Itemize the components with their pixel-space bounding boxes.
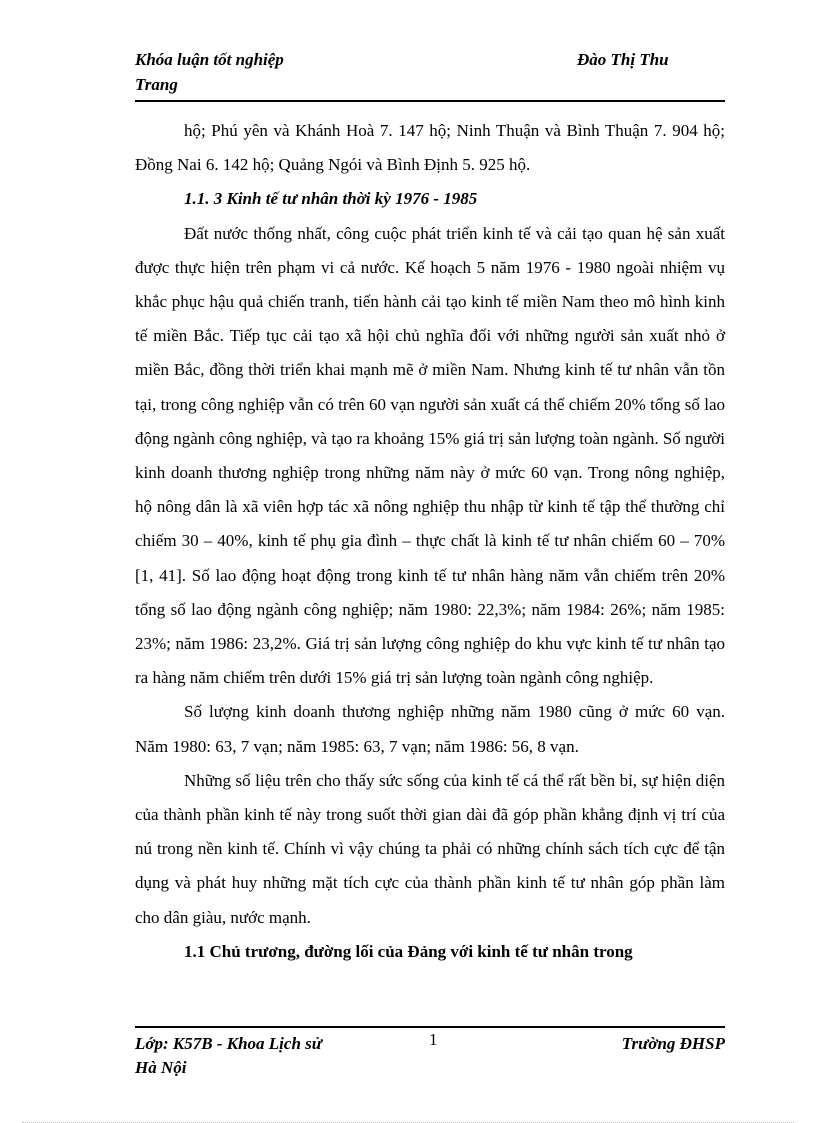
header-author-name: Đào Thị Thu: [577, 50, 669, 69]
header-thesis-label: Khóa luận tốt nghiệp: [135, 50, 284, 69]
paragraph-intro: hộ; Phú yên và Khánh Hoà 7. 147 hộ; Ninh Thuận và Bình Thuận 7. 904 hộ; Đồng Nai 6. 142 hộ; Quảng Ngói và Bình Định 5. 925 hộ.: [135, 121, 725, 175]
section-heading-1-1-3: 1.1. 3 Kinh tế tư nhân thời kỳ 1976 - 1985: [184, 189, 478, 209]
page-footer: [135, 1026, 725, 1080]
paragraph-3: Những số liệu trên cho thấy sức sống của kinh tế cá thể rất bền bỉ, sự hiện diện của thành phần kinh tế này trong suốt thời gian dài đã góp phần khẳng định vị trí của nú trong nền kinh tế. Chính vì vậy chúng ta phải có những chính sách tích cực để tận dụng và phát huy những mặt tích cực của thành phần kinh tế tư nhân góp phần làm cho dân giàu, nước mạnh.: [135, 770, 725, 927]
section-heading-1-1: 1.1 Chủ trương, đường lối của Đảng với kinh tế tư nhân trong: [184, 941, 633, 961]
footer-school-label: Trường ĐHSP: [621, 1034, 725, 1053]
footer-city-label: Hà Nội: [135, 1058, 187, 1077]
footer-class-label: Lớp: K57B - Khoa Lịch sử: [135, 1034, 322, 1053]
document-body: [135, 114, 725, 969]
paragraph-2: Số lượng kinh doanh thương nghiệp những năm 1980 cũng ở mức 60 vạn. Năm 1980: 63, 7 vạn; năm 1985: 63, 7 vạn; năm 1986: 56, 8 vạn.: [135, 702, 725, 756]
page-header: [135, 48, 725, 102]
header-author-name-cont: Trang: [135, 75, 178, 94]
paragraph-1: Đất nước thống nhất, công cuộc phát triển kinh tế và cải tạo quan hệ sản xuất được thực hiện trên phạm vi cả nước. Kế hoạch 5 năm 1976 - 1980 ngoài nhiệm vụ khắc phục hậu quả chiến tranh, tiến hành cải tạo kinh tế miền Nam theo mô hình kinh tế miền Bắc. Tiếp tục cải tạo xã hội chủ nghĩa đối với những người sản xuất nhỏ ở miền Bắc, đồng thời triển khai mạnh mẽ ở miền Nam. Nhưng kinh tế tư nhân vẫn tồn tại, trong công nghiệp vẫn có trên 60 vạn người sản xuất cá thể chiếm 20% tổng số lao động ngành công nghiệp, và tạo ra khoảng 15% giá trị sản lượng toàn ngành. Số người kinh doanh thương nghiệp trong những năm này ở mức 60 vạn. Trong nông nghiệp, hộ nông dân là xã viên hợp tác xã nông nghiệp thu nhập từ kinh tế tập thể thường chỉ chiếm 30 – 40%, kinh tế phụ gia đình – thực chất là kinh tế tư nhân chiếm 60 – 70% [1, 41]. Số lao động hoạt động trong kinh tế tư nhân hàng năm vẫn chiếm trên 20% tổng số lao động ngành công nghiệp; năm 1980: 22,3%; năm 1984: 26%; năm 1985: 23%; năm 1986: 23,2%. Giá trị sản lượng công nghiệp do khu vực kinh tế tư nhân tạo ra hàng năm chiếm trên dưới 15% giá trị sản lượng toàn ngành công nghiệp.: [135, 223, 725, 688]
page-number: 1: [429, 1030, 438, 1049]
